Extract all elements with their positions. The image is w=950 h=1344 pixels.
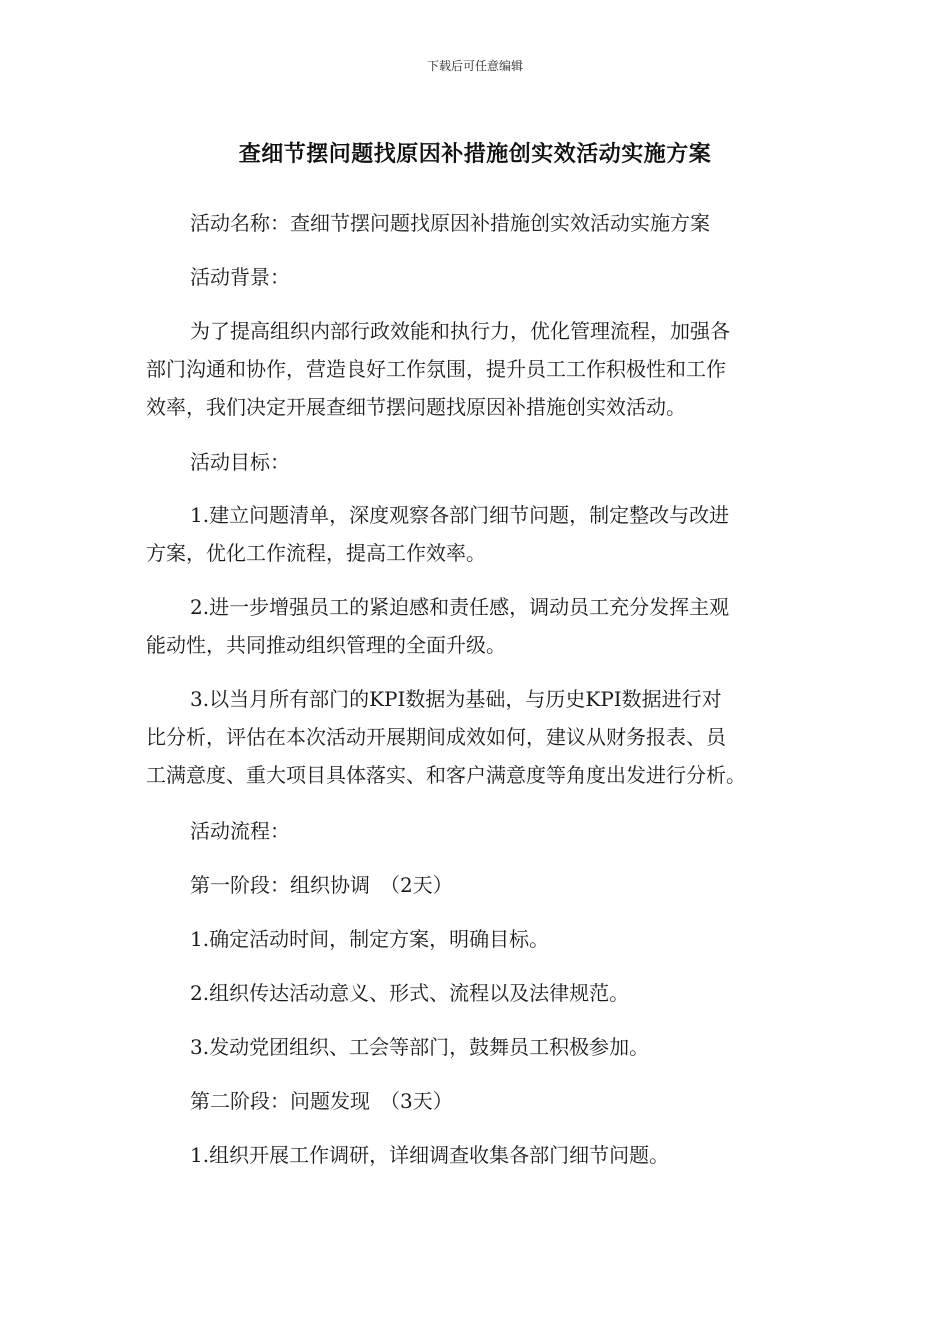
text-line: 活动背景：	[190, 265, 290, 289]
paragraph-goals-heading	[146, 443, 806, 481]
text-line: 活动名称：查细节摆问题找原因补措施创实效活动实施方案	[190, 211, 710, 235]
paragraph-stage-1-item-3	[146, 1028, 806, 1066]
paragraph-process-heading	[146, 812, 806, 850]
paragraph-stage-2-item-1	[146, 1136, 806, 1174]
paragraph-background-body	[146, 312, 806, 426]
text-line: 活动流程：	[190, 819, 290, 843]
text-line: 为了提高组织内部行政效能和执行力，优化管理流程，加强各	[190, 319, 730, 343]
text-line: 3.发动党团组织、工会等部门，鼓舞员工积极参加。	[190, 1035, 650, 1059]
paragraph-goal-2	[146, 588, 806, 664]
text-line: 1.建立问题清单，深度观察各部门细节问题，制定整改与改进	[190, 503, 730, 527]
paragraph-background-heading	[146, 258, 806, 296]
paragraph-activity-name	[146, 204, 806, 242]
paragraph-stage-1-heading	[146, 866, 806, 904]
header-note: 下载后可任意编辑	[426, 59, 523, 73]
text-line: 活动目标：	[190, 450, 290, 474]
text-line: 能动性，共同推动组织管理的全面升级。	[146, 633, 506, 657]
paragraph-stage-1-item-1	[146, 920, 806, 958]
text-line: 工满意度、重大项目具体落实、和客户满意度等角度出发进行分析。	[146, 763, 746, 787]
text-line: 1.确定活动时间，制定方案，明确目标。	[190, 927, 550, 951]
text-line: 效率，我们决定开展查细节摆问题找原因补措施创实效活动。	[146, 395, 686, 419]
text-line: 2.组织传达活动意义、形式、流程以及法律规范。	[190, 981, 630, 1005]
paragraph-stage-1-item-2	[146, 974, 806, 1012]
document-title: 查细节摆问题找原因补措施创实效活动实施方案	[238, 142, 712, 167]
text-line: 第二阶段：问题发现 （3天）	[190, 1089, 453, 1113]
text-line: 2.进一步增强员工的紧迫感和责任感，调动员工充分发挥主观	[190, 595, 730, 619]
text-line: 1.组织开展工作调研，详细调查收集各部门细节问题。	[190, 1143, 670, 1167]
paragraph-stage-2-heading	[146, 1082, 806, 1120]
text-line: 第一阶段：组织协调 （2天）	[190, 873, 453, 897]
text-line: 3.以当月所有部门的KPI数据为基础，与历史KPI数据进行对	[190, 687, 722, 711]
paragraph-goal-3	[146, 680, 806, 794]
paragraph-goal-1	[146, 496, 806, 572]
text-line: 比分析，评估在本次活动开展期间成效如何，建议从财务报表、员	[146, 725, 726, 749]
text-line: 部门沟通和协作，营造良好工作氛围，提升员工工作积极性和工作	[146, 357, 726, 381]
text-line: 方案，优化工作流程，提高工作效率。	[146, 541, 486, 565]
